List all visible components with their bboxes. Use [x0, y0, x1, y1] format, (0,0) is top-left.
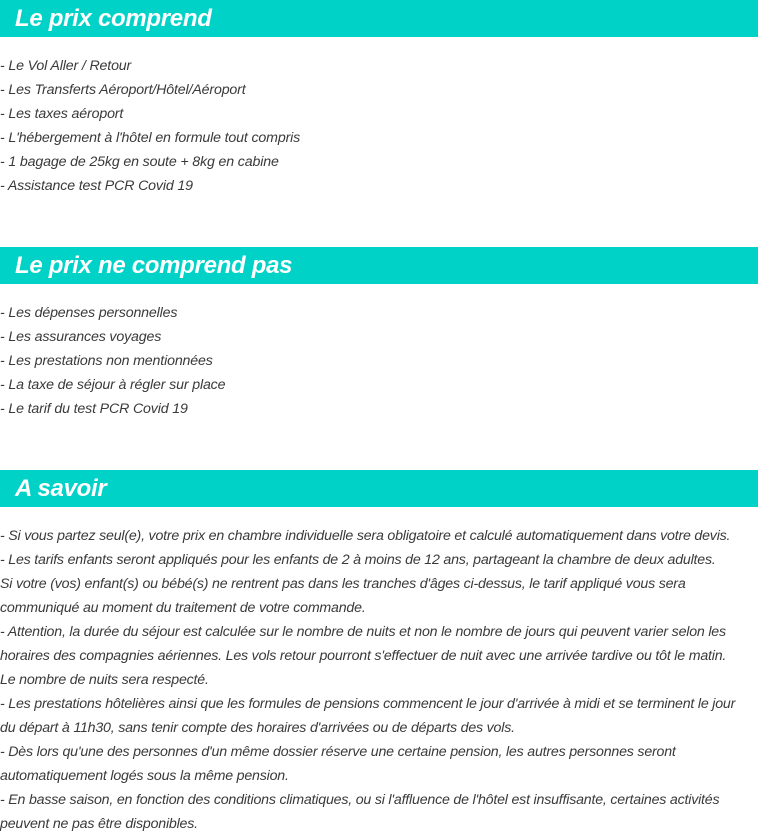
- not-included-list: [0, 301, 758, 421]
- section-header-not-included: [0, 247, 758, 284]
- section-title-included: Le prix comprend: [15, 5, 212, 32]
- text-line: - Attention, la durée du séjour est calculée sur le nombre de nuits et non le nombre de jours qui peuvent varier selon les: [0, 624, 726, 640]
- list-item: - Les prestations non mentionnées: [0, 353, 213, 369]
- text-line: automatiquement logés sous la même pension.: [0, 768, 289, 784]
- text-line: du départ à 11h30, sans tenir compte des horaires d'arrivées ou de départs des vols.: [0, 720, 515, 736]
- list-item: - La taxe de séjour à régler sur place: [0, 377, 226, 393]
- section-header-good-to-know: [0, 470, 758, 507]
- list-item: - Assistance test PCR Covid 19: [0, 178, 193, 194]
- text-line: peuvent ne pas être disponibles.: [0, 816, 198, 832]
- section-title-not-included: Le prix ne comprend pas: [15, 252, 293, 279]
- text-line: - Les tarifs enfants seront appliqués pour les enfants de 2 à moins de 12 ans, partageant la chambre de deux adultes.: [0, 552, 716, 568]
- text-line: horaires des compagnies aériennes. Les vols retour pourront s'effectuer de nuit avec une arrivée tardive ou tôt le matin.: [0, 648, 727, 664]
- list-item: - Les Transferts Aéroport/Hôtel/Aéroport: [0, 82, 246, 98]
- list-item: - Les taxes aéroport: [0, 106, 124, 122]
- list-item: - Les dépenses personnelles: [0, 305, 178, 321]
- section-title-good-to-know: A savoir: [15, 475, 107, 502]
- text-line: - Si vous partez seul(e), votre prix en chambre individuelle sera obligatoire et calculé automatiquement dans votre devis.: [0, 528, 731, 544]
- text-line: - Les prestations hôtelières ainsi que les formules de pensions commencent le jour d'arrivée à midi et se terminent le jour: [0, 696, 736, 712]
- list-item: - 1 bagage de 25kg en soute + 8kg en cabine: [0, 154, 279, 170]
- list-item: - Le Vol Aller / Retour: [0, 58, 132, 74]
- text-line: - Dès lors qu'une des personnes d'un même dossier réserve une certaine pension, les autres personnes seront: [0, 744, 676, 760]
- text-line: - En basse saison, en fonction des conditions climatiques, ou si l'affluence de l'hôtel est insuffisante, certaines activités: [0, 792, 720, 808]
- list-item: - Le tarif du test PCR Covid 19: [0, 401, 188, 417]
- list-item: - L'hébergement à l'hôtel en formule tout compris: [0, 130, 301, 146]
- list-item: - Les assurances voyages: [0, 329, 162, 345]
- text-line: Le nombre de nuits sera respecté.: [0, 672, 209, 688]
- text-line: Si votre (vos) enfant(s) ou bébé(s) ne rentrent pas dans les tranches d'âges ci-dessus, le tarif appliqué vous sera: [0, 576, 686, 592]
- text-line: communiqué au moment du traitement de votre commande.: [0, 600, 366, 616]
- section-header-included: [0, 0, 758, 37]
- good-to-know-text: [0, 524, 758, 836]
- included-list: [0, 54, 758, 198]
